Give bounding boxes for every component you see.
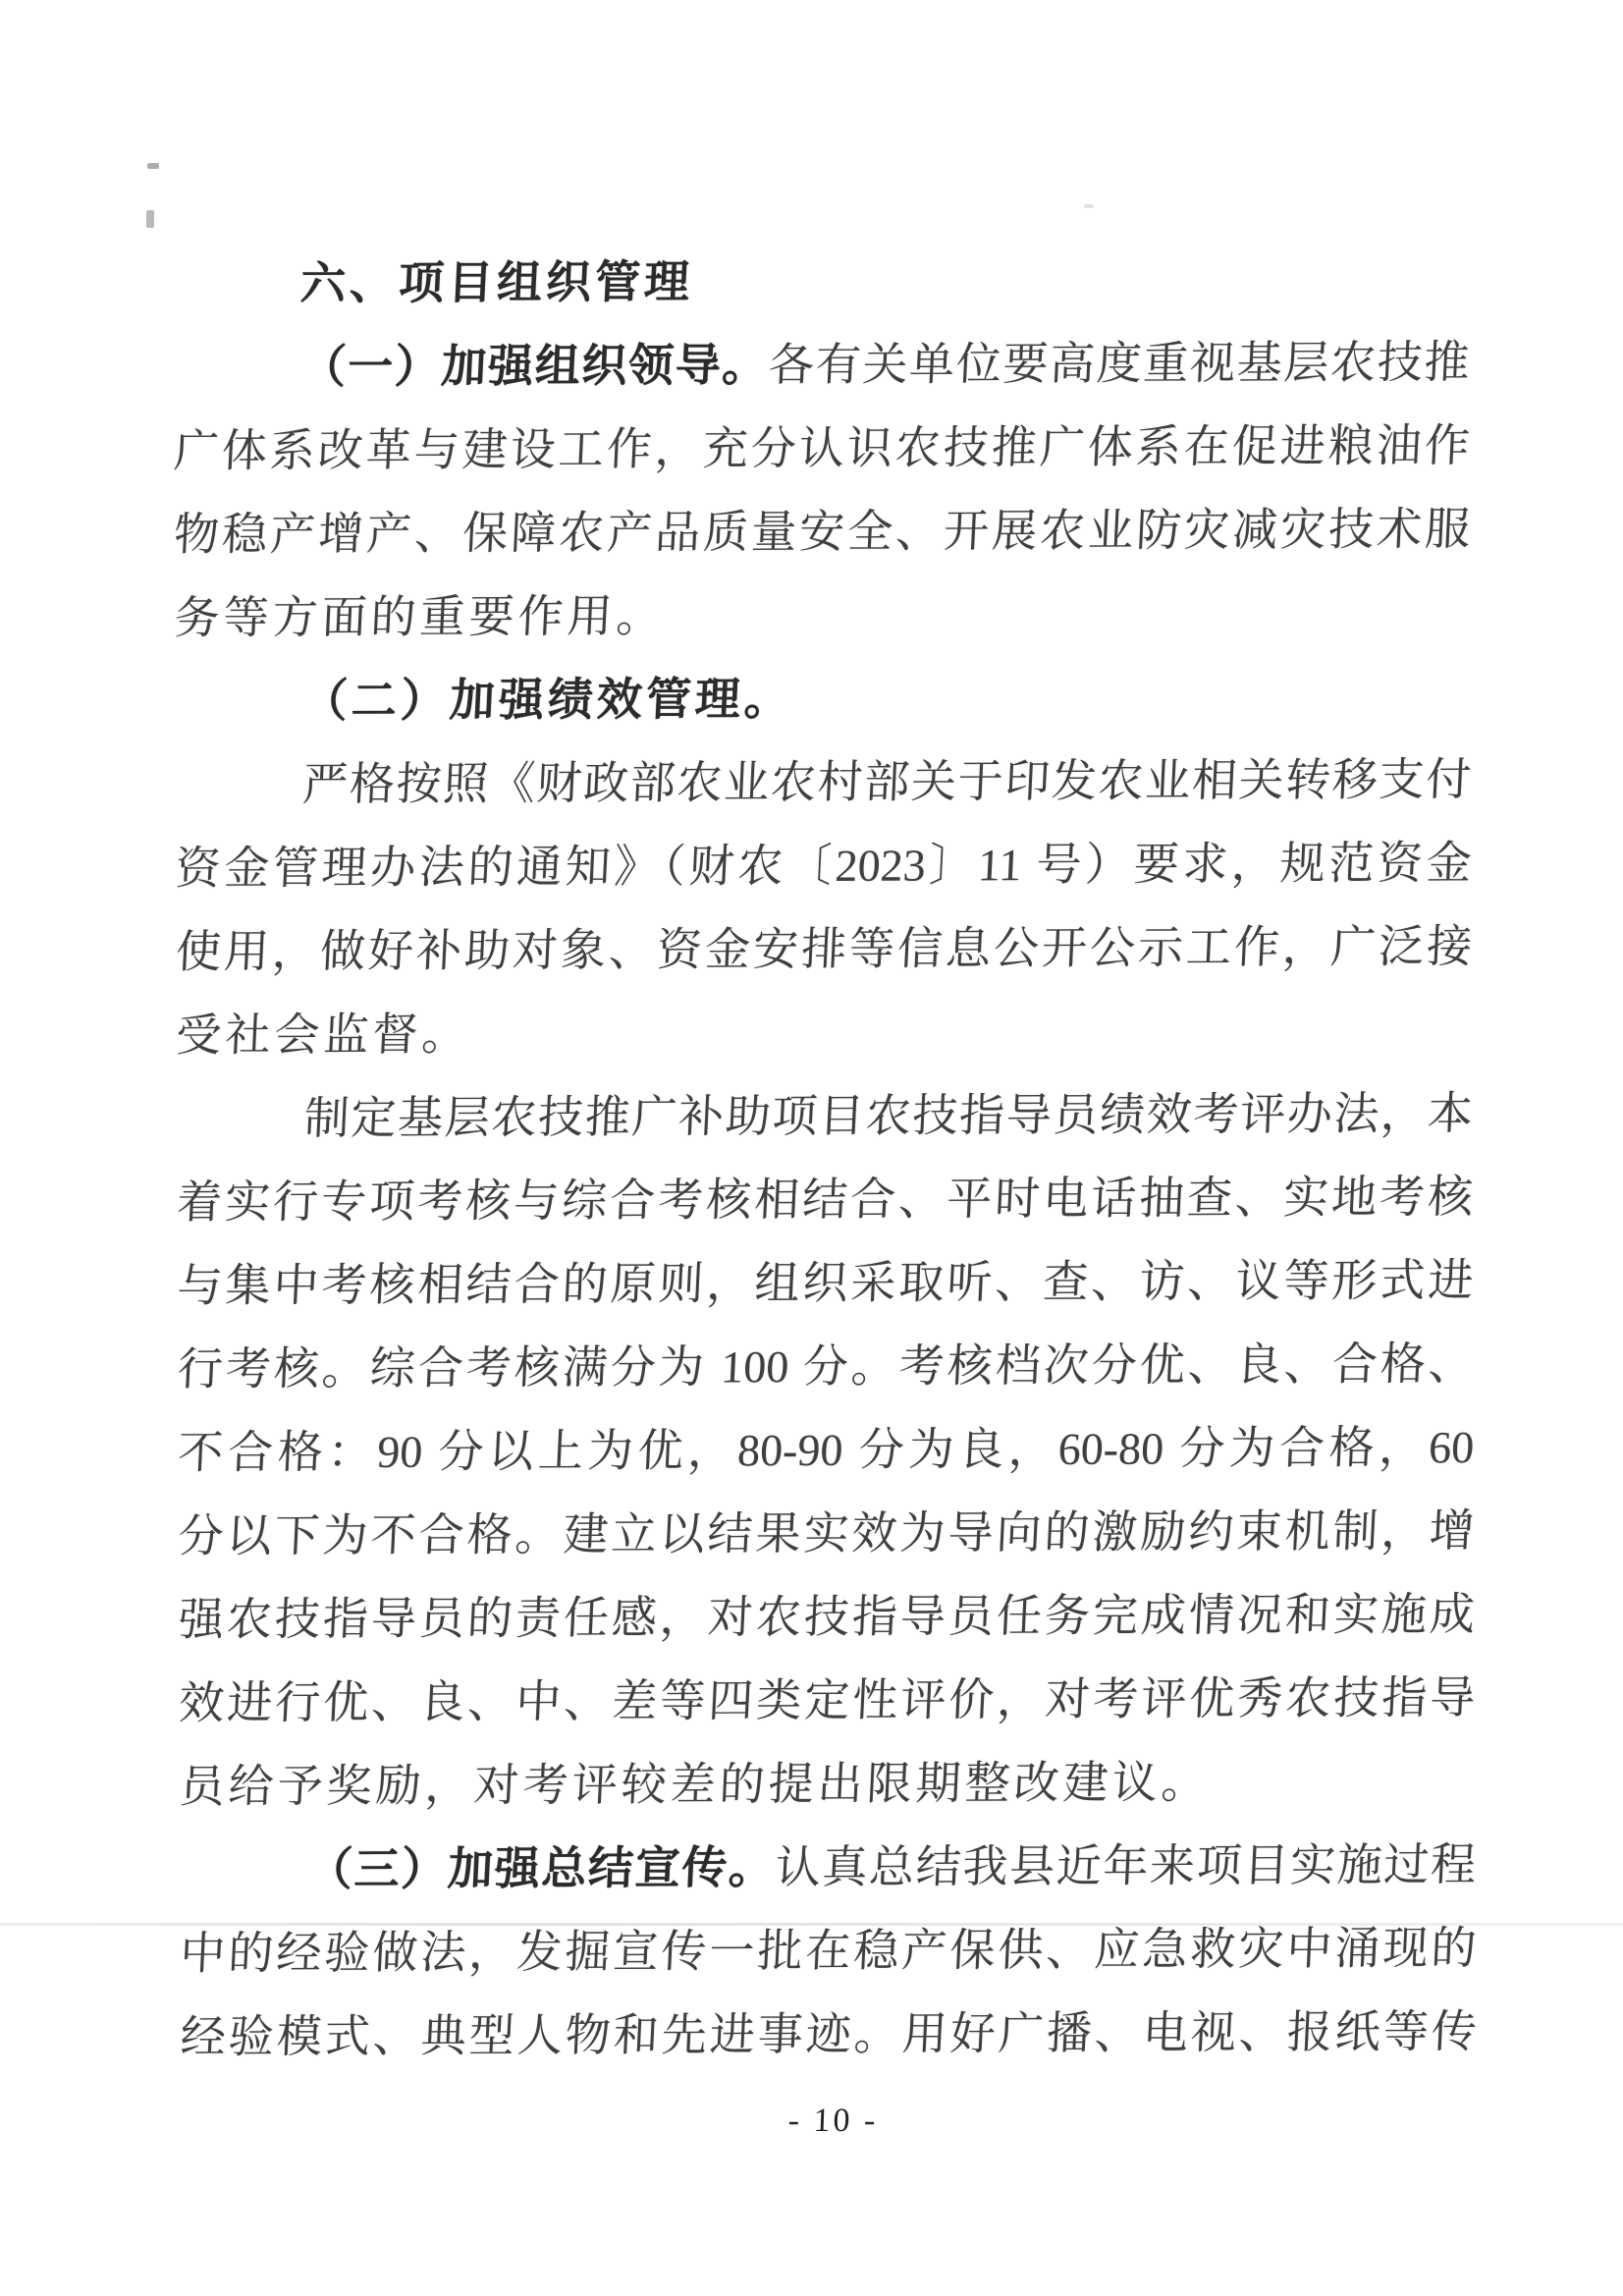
text-line — [172, 487, 1472, 576]
text-segment: 认真总结我县近年来项目实施过程 — [774, 1839, 1478, 1893]
text-segment: 务等方面的重要作用。 — [173, 590, 667, 643]
bold-text-segment: （二）加强绩效管理。 — [300, 674, 795, 727]
text-segment: 效进行优、良、中、差等四类定性评价，对考评优秀农技指导 — [178, 1672, 1477, 1728]
text-line — [175, 1071, 1475, 1161]
text-line — [175, 1155, 1475, 1244]
document-body — [173, 237, 1477, 2079]
scan-speck — [146, 210, 154, 228]
text-line — [177, 1656, 1477, 1745]
text-segment: 广体系改革与建设工作，充分认识农技推广体系在促进粮油作 — [172, 420, 1472, 476]
text-line — [174, 904, 1474, 994]
scan-speck — [147, 163, 159, 169]
text-segment: 制定基层农技推广补助项目农技指导员绩效考评办法，本 — [302, 1088, 1475, 1144]
text-line — [172, 404, 1472, 493]
text-segment: 不合格：90 分以上为优，80-90 分为良，60-80 分为合格，60 — [177, 1422, 1476, 1478]
text-line — [177, 1489, 1477, 1578]
text-line — [178, 1739, 1478, 1829]
text-line — [174, 988, 1474, 1077]
text-segment: 经验模式、典型人物和先进事迹。用好广播、电视、报纸等传 — [179, 2006, 1479, 2062]
text-segment: 各有关单位要高度重视基层农技推 — [767, 337, 1471, 391]
text-segment: 行考核。综合考核满分为 100 分。考核档次分优、良、合格、 — [176, 1339, 1476, 1394]
bold-text-segment: （一）加强组织领导。 — [299, 340, 771, 393]
text-segment: 与集中考核相结合的原则，组织采取听、查、访、议等形式进 — [176, 1255, 1475, 1311]
text-segment: 着实行专项考核与综合考核相结合、平时电话抽查、实地考核 — [175, 1172, 1475, 1228]
text-line — [176, 1322, 1476, 1411]
text-segment: 强农技指导员的责任感，对农技指导员任务完成情况和实施成 — [177, 1589, 1477, 1645]
text-segment: 员给予奖励，对考评较差的提出限期整改建议。 — [178, 1757, 1213, 1812]
text-line — [178, 1823, 1478, 1912]
text-line — [173, 654, 1473, 743]
text-line — [176, 1238, 1476, 1328]
text-segment: 资金管理办法的通知》（财农〔2023〕11 号）要求，规范资金 — [174, 838, 1473, 894]
text-line — [178, 1906, 1478, 1995]
text-line — [174, 821, 1474, 910]
text-segment: 严格按照《财政部农业农村部关于印发农业相关转移支付 — [301, 754, 1473, 810]
text-line — [173, 738, 1473, 827]
text-line — [176, 1405, 1476, 1495]
text-segment: 中的经验做法，发掘宣传一批在稳产保供、应急救灾中涌现的 — [179, 1923, 1478, 1979]
text-line — [171, 237, 1471, 326]
text-segment: 物稳产增产、保障农产品质量安全、开展农业防灾减灾技术服 — [172, 504, 1472, 560]
text-line — [179, 1990, 1479, 2079]
text-segment: 使用，做好补助对象、资金安排等信息公开公示工作，广泛接 — [174, 921, 1474, 977]
text-line — [177, 1572, 1477, 1662]
bold-text-segment: （三）加强总结宣传。 — [305, 1842, 778, 1895]
text-line — [171, 320, 1471, 410]
text-segment: 分以下为不合格。建立以结果实效为导向的激励约束机制，增 — [177, 1505, 1476, 1561]
scan-speck — [1084, 204, 1094, 208]
page-number: - 10 - — [787, 2103, 879, 2139]
text-segment: 受社会监督。 — [175, 1009, 472, 1061]
text-line — [173, 571, 1473, 660]
bold-text-segment: 六、项目组织管理 — [298, 256, 695, 309]
